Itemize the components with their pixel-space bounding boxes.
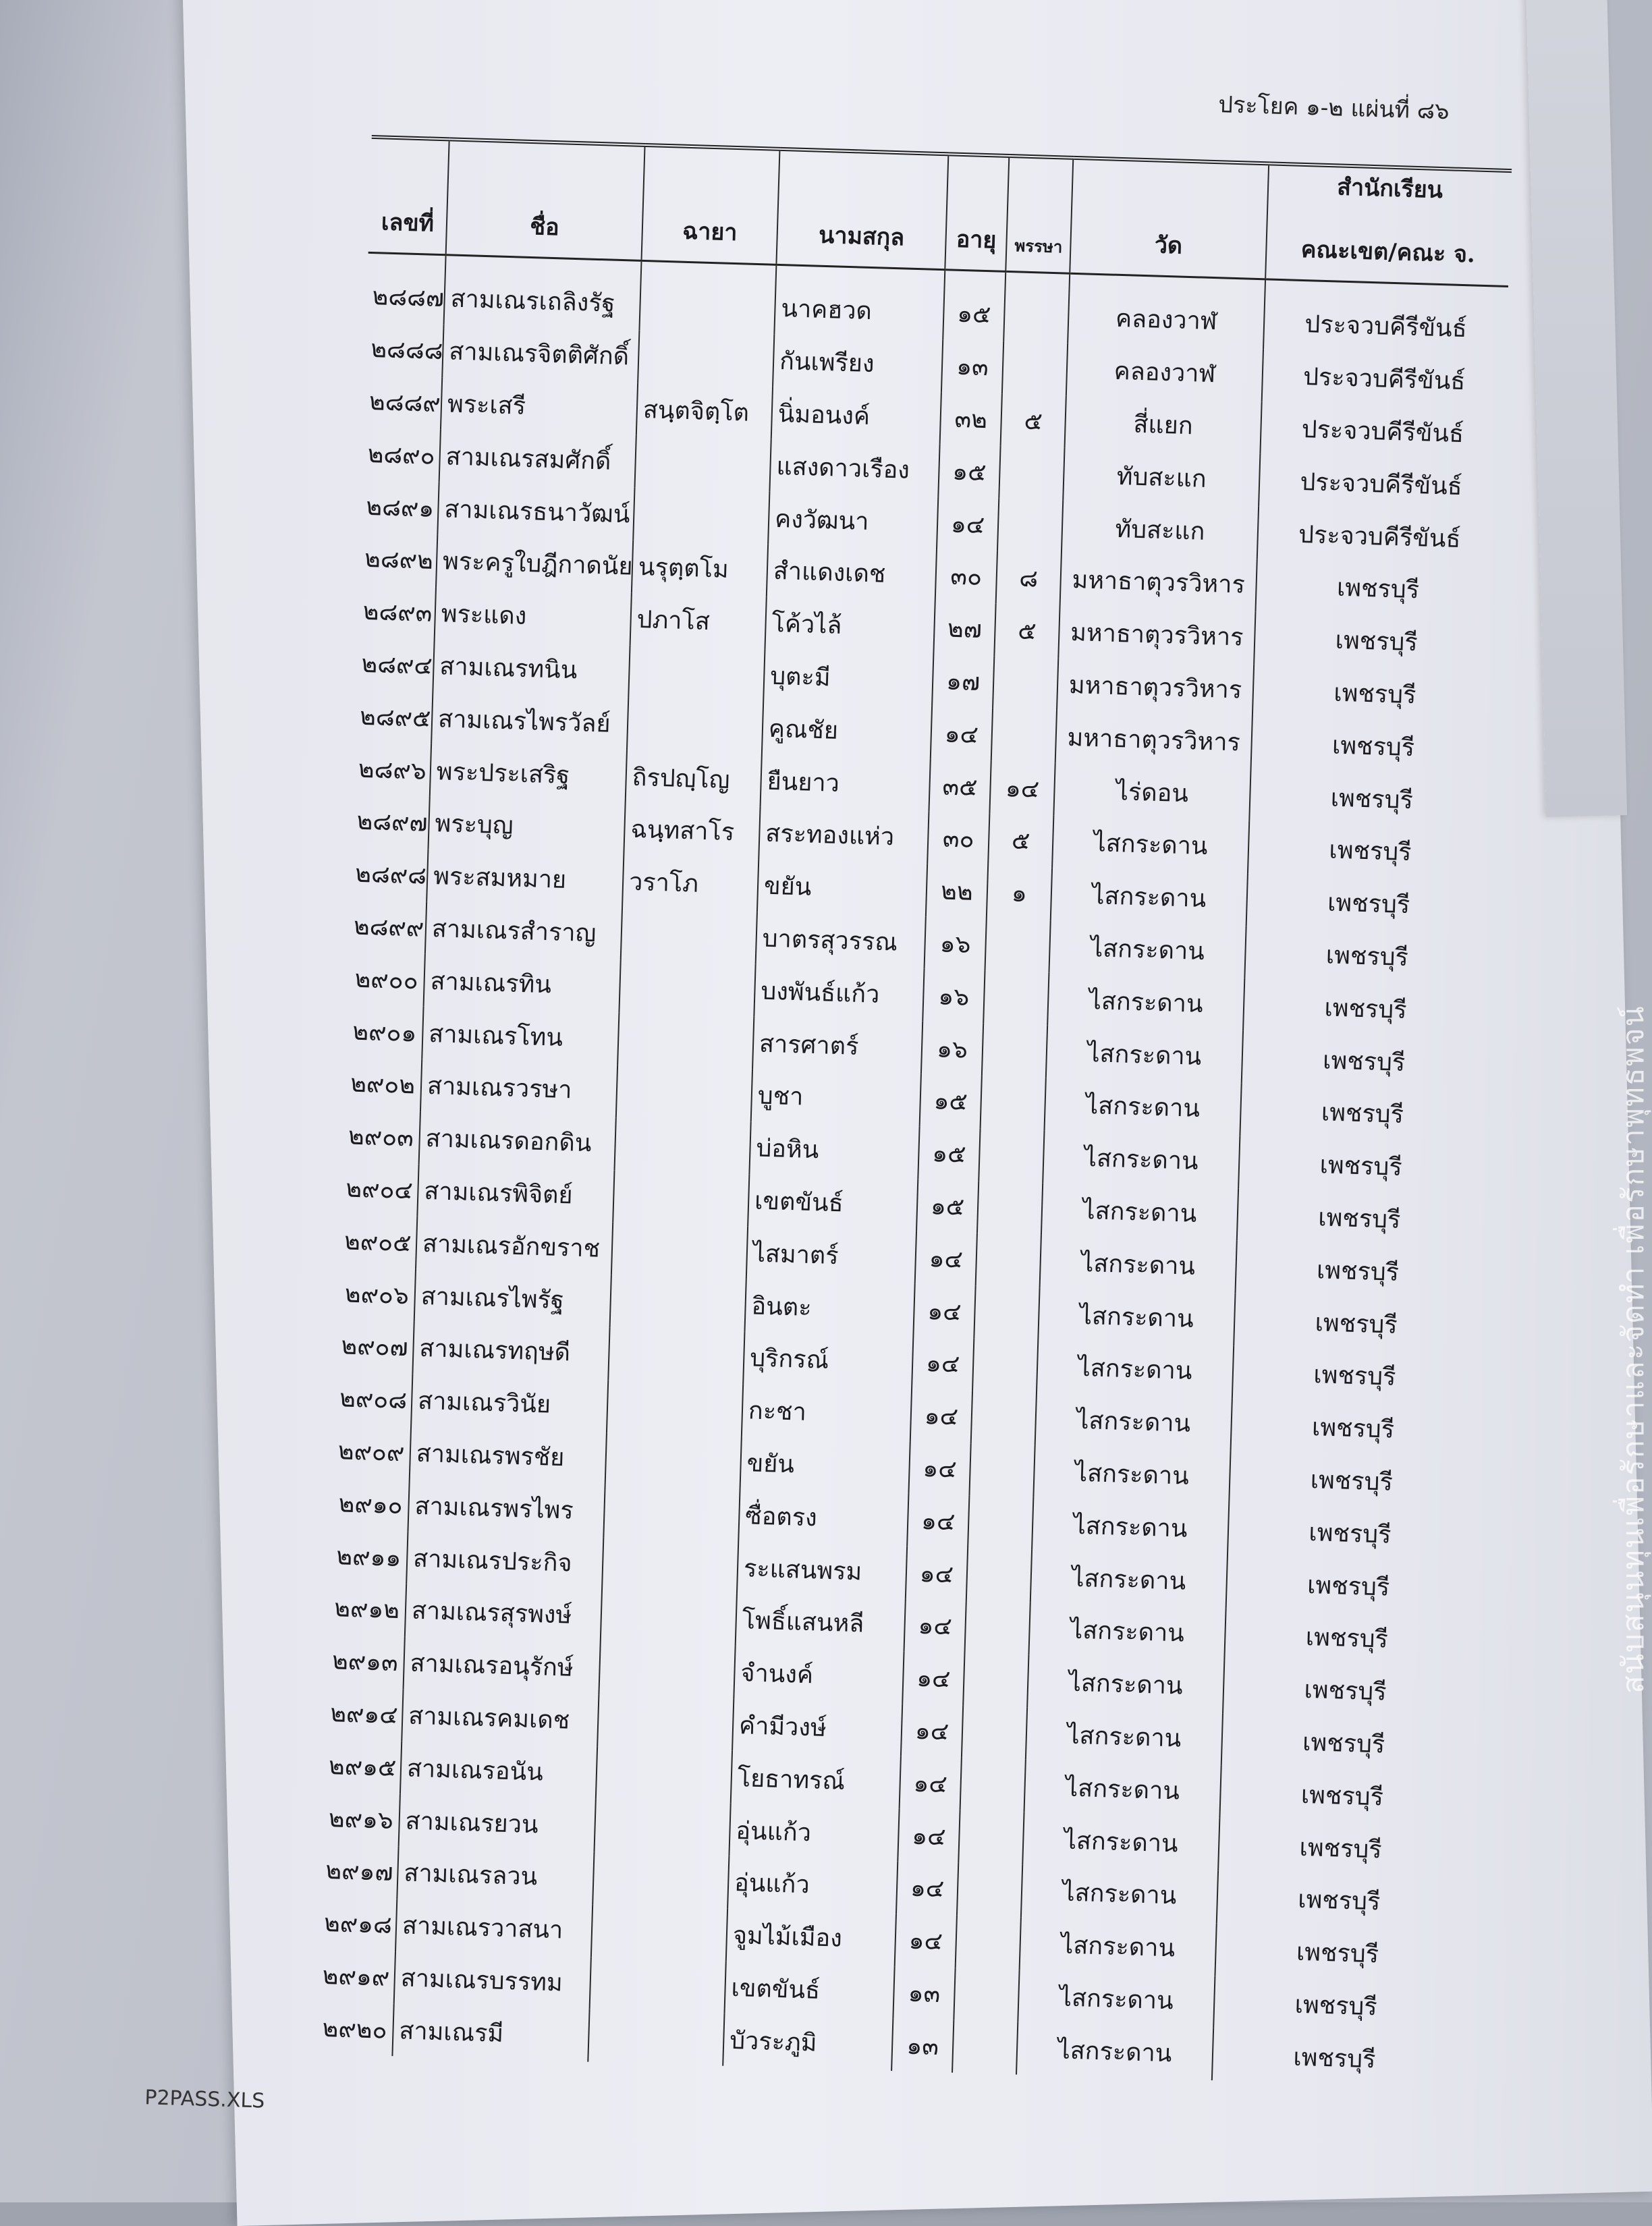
cell-pansa xyxy=(991,708,1057,763)
cell-wat: ไสกระดาน xyxy=(1040,1235,1237,1293)
cell-chaya xyxy=(628,645,765,702)
cell-surname: ซื่อตรง xyxy=(738,1488,908,1546)
cell-name: สามเณรทนิน xyxy=(433,640,630,698)
cell-surname: นิ่มอนงค์ xyxy=(771,387,941,444)
cell-province: เพชรบุรี xyxy=(1213,1976,1458,2035)
cell-wat: ไสกระดาน xyxy=(1037,1340,1234,1398)
cell-province: ประจวบคีรีขันธ์ xyxy=(1263,279,1508,356)
cell-wat: ไสกระดาน xyxy=(1047,973,1244,1031)
cell-surname: เขตขันธ์ xyxy=(748,1174,918,1231)
cell-age: ๑๔ xyxy=(896,1861,958,1915)
cell-surname: สระทองแห่ว xyxy=(759,806,929,864)
cell-age: ๓๐ xyxy=(935,549,997,603)
cell-chaya xyxy=(617,1013,754,1069)
cell-province: เพชรบุรี xyxy=(1251,716,1495,775)
cell-chaya xyxy=(593,1852,729,1909)
cell-wat: ไสกระดาน xyxy=(1021,1865,1218,1923)
cell-pansa xyxy=(983,971,1049,1026)
cell-surname: ขยัน xyxy=(757,859,927,916)
cell-chaya xyxy=(610,1275,746,1331)
cell-number: ๒๘๙๓ xyxy=(362,598,433,628)
cell-surname: สำแดงเดช xyxy=(767,545,937,602)
cell-province: เพชรบุรี xyxy=(1215,1923,1459,1982)
cell-number: ๒๙๐๔ xyxy=(345,1175,414,1205)
cell-province: เพชรบุรี xyxy=(1244,926,1489,985)
cell-name: สามเณรมี xyxy=(392,2003,589,2061)
cell-chaya xyxy=(596,1747,732,1804)
cell-age: ๑๔ xyxy=(915,1231,977,1285)
cell-age: ๑๔ xyxy=(910,1389,972,1443)
cell-age: ๑๔ xyxy=(902,1651,964,1705)
cell-pansa xyxy=(997,499,1063,553)
cell-age: ๑๕ xyxy=(938,445,1000,499)
cell-name: สามเณรสมศักดิ์ xyxy=(439,430,636,488)
cell-name: สามเณรวรษา xyxy=(420,1059,617,1117)
cell-pansa xyxy=(972,1338,1038,1393)
cell-wat: ไสกระดาน xyxy=(1045,1078,1242,1136)
cell-surname: ขยัน xyxy=(740,1437,910,1494)
cell-pansa: ๑ xyxy=(987,866,1052,920)
cell-surname: โพธิ์แสนหลี xyxy=(736,1594,906,1651)
cell-province: ประจวบคีรีขันธ์ xyxy=(1259,454,1503,513)
cell-surname: เขตขันธ์ xyxy=(724,1961,894,2018)
cell-province: เพชรบุรี xyxy=(1223,1661,1467,1720)
cell-surname: คำมีวงษ์ xyxy=(732,1698,902,1756)
cell-pansa xyxy=(969,1443,1035,1498)
cell-surname: นาคฮวด xyxy=(774,265,945,339)
cell-age: ๑๕ xyxy=(916,1179,979,1233)
cell-pansa xyxy=(968,1495,1033,1550)
cell-wat: ไร่ดอน xyxy=(1053,763,1250,821)
cell-pansa xyxy=(964,1601,1030,1655)
cell-chaya xyxy=(608,1327,744,1384)
cell-number: ๒๙๐๖ xyxy=(344,1280,410,1310)
cell-pansa xyxy=(979,1128,1044,1183)
cell-number: ๒๙๑๒ xyxy=(333,1594,400,1625)
cell-chaya xyxy=(621,908,757,964)
cell-pansa: ๕ xyxy=(1001,393,1066,448)
cell-province: เพชรบุรี xyxy=(1242,1031,1486,1090)
header-surname: นามสกุล xyxy=(776,149,948,270)
cell-number: ๒๘๘๙ xyxy=(368,387,441,418)
results-table xyxy=(314,135,1512,2088)
cell-number: ๒๘๙๘ xyxy=(354,860,427,890)
cell-age: ๑๔ xyxy=(937,497,999,551)
cell-pansa xyxy=(985,918,1050,973)
cell-wat: ไสกระดาน xyxy=(1049,920,1246,978)
cell-chaya xyxy=(611,1223,748,1279)
cell-wat: ไสกระดาน xyxy=(1046,1025,1243,1083)
cell-name: สามเณรธนาวัฒน์ xyxy=(437,482,634,540)
cell-surname: บูชา xyxy=(751,1069,921,1126)
cell-age: ๑๔ xyxy=(908,1441,970,1495)
cell-number: ๒๙๐๗ xyxy=(340,1332,409,1362)
cell-name: พระเสรี xyxy=(441,377,638,435)
cell-wat: คลองวาฬ xyxy=(1068,273,1265,349)
header-school-line2: คณะเขต/คณะ จ. xyxy=(1300,235,1476,269)
cell-number: ๒๙๐๘ xyxy=(339,1385,408,1415)
cell-age: ๑๕ xyxy=(920,1074,982,1128)
cell-chaya xyxy=(616,1065,752,1121)
cell-pansa xyxy=(976,1233,1041,1288)
cell-province: เพชรบุรี xyxy=(1243,978,1487,1038)
cell-age: ๑๖ xyxy=(921,1022,983,1076)
cell-name: พระแดง xyxy=(435,587,632,645)
cell-name: สามเณรพรชัย xyxy=(410,1426,607,1484)
cell-number: ๒๙๑๗ xyxy=(325,1857,394,1887)
cell-chaya xyxy=(605,1432,742,1489)
cell-surname: ระแสนพรม xyxy=(737,1541,907,1598)
cell-pansa xyxy=(977,1181,1043,1235)
cell-pansa: ๕ xyxy=(994,603,1059,658)
cell-chaya xyxy=(613,1170,749,1227)
cell-number: ๒๘๙๒ xyxy=(364,545,434,576)
cell-age: ๓๒ xyxy=(940,392,1002,446)
cell-chaya xyxy=(588,2009,724,2066)
cell-name: สามเณรดอกดิน xyxy=(419,1111,616,1169)
cell-age: ๓๐ xyxy=(927,812,989,866)
cell-province: เพชรบุรี xyxy=(1218,1818,1462,1877)
cell-pansa xyxy=(960,1758,1026,1812)
cell-number: ๒๘๙๔ xyxy=(360,650,433,680)
cell-name: สามเณรอักขราช xyxy=(416,1217,613,1275)
cell-number: ๒๙๐๕ xyxy=(343,1227,412,1258)
cell-wat: ไสกระดาน xyxy=(1026,1707,1223,1765)
cell-wat: ไสกระดาน xyxy=(1052,815,1249,873)
cell-name: สามเณรอนุรักษ์ xyxy=(404,1636,601,1694)
cell-name: สามเณรจิตติศักดิ์ xyxy=(442,325,639,383)
cell-province: เพชรบุรี xyxy=(1237,1188,1481,1248)
cell-number: ๒๘๙๕ xyxy=(359,702,431,733)
cell-province: เพชรบุรี xyxy=(1219,1766,1464,1825)
cell-number: ๒๙๐๒ xyxy=(350,1069,416,1100)
cell-surname: ไสมาตร์ xyxy=(746,1227,916,1284)
cell-name: สามเณรยวน xyxy=(399,1793,596,1852)
cell-surname: กันเพรียง xyxy=(773,335,943,392)
cell-wat: มหาธาตุวรวิหาร xyxy=(1060,553,1257,611)
cell-name: พระประเสริฐ xyxy=(430,744,627,802)
cell-province: เพชรบุรี xyxy=(1232,1346,1477,1406)
cell-pansa xyxy=(958,1810,1024,1865)
cell-chaya xyxy=(633,488,769,545)
cell-province: ประจวบคีรีขันธ์ xyxy=(1262,349,1506,408)
cell-name: สามเณรโทน xyxy=(422,1007,619,1065)
cell-age: ๒๒ xyxy=(926,864,988,918)
cell-number: ๒๙๐๑ xyxy=(352,1018,417,1048)
cell-province: ประจวบคีรีขันธ์ xyxy=(1257,506,1502,565)
cell-age: ๑๓ xyxy=(893,1966,955,2020)
cell-province: เพชรบุรี xyxy=(1252,664,1497,723)
cell-surname: บัวระภูมิ xyxy=(723,2013,893,2071)
cell-wat: ไสกระดาน xyxy=(1016,2022,1213,2080)
cell-province: เพชรบุรี xyxy=(1254,611,1498,671)
cell-wat: มหาธาตุวรวิหาร xyxy=(1057,658,1254,716)
cell-age: ๑๔ xyxy=(901,1704,963,1758)
cell-age: ๑๔ xyxy=(900,1756,962,1810)
cell-name: พระครูใบฎีกาดนัย xyxy=(436,534,633,592)
cell-chaya xyxy=(619,960,755,1017)
cell-name: สามเณรสำราญ xyxy=(425,901,622,959)
cell-number: ๒๙๐๙ xyxy=(337,1437,405,1468)
page-header-note: ประโยค ๑-๒ แผ่นที่ ๘๖ xyxy=(1217,91,1450,126)
cell-surname: โยธาทรณ์ xyxy=(731,1751,901,1808)
header-age: อายุ xyxy=(945,154,1009,271)
cell-wat: มหาธาตุวรวิหาร xyxy=(1058,605,1255,663)
cell-wat: ไสกระดาน xyxy=(1020,1917,1217,1975)
cell-wat: ไสกระดาน xyxy=(1035,1393,1232,1451)
cell-pansa xyxy=(982,1024,1047,1078)
cell-chaya xyxy=(594,1800,730,1856)
cell-surname: อุ่นแก้ว xyxy=(729,1804,899,1861)
cell-chaya: สนฺตจิตฺโต xyxy=(636,383,773,439)
cell-province: เพชรบุรี xyxy=(1246,874,1491,933)
cell-province: เพชรบุรี xyxy=(1212,2028,1456,2087)
cell-name: สามเณรวินัย xyxy=(411,1374,608,1432)
cell-age: ๑๖ xyxy=(925,916,987,970)
cell-chaya xyxy=(591,1905,727,1961)
footer-filename: P2PASS.XLS xyxy=(144,2086,265,2113)
cell-province: เพชรบุรี xyxy=(1248,821,1492,881)
cell-wat: ทับสะแก xyxy=(1062,501,1259,559)
cell-name: พระบุญ xyxy=(428,797,625,855)
cell-number: ๒๘๘๗ xyxy=(372,283,445,313)
cell-age: ๑๕ xyxy=(943,270,1006,341)
cell-name: สามเณรอนัน xyxy=(400,1742,597,1800)
cell-wat: ไสกระดาน xyxy=(1028,1603,1226,1661)
cell-name: สามเณรทิน xyxy=(424,954,621,1012)
header-no: เลขที่ xyxy=(368,137,449,255)
cell-pansa: ๕ xyxy=(988,814,1053,868)
cell-wat: ไสกระดาน xyxy=(1043,1130,1240,1188)
cell-wat: ไสกระดาน xyxy=(1051,868,1248,926)
cell-pansa xyxy=(956,1916,1021,1970)
cell-age: ๑๖ xyxy=(923,969,985,1023)
cell-province: เพชรบุรี xyxy=(1240,1084,1484,1143)
cell-chaya xyxy=(627,698,763,754)
cell-chaya xyxy=(601,1590,737,1646)
cell-chaya xyxy=(639,260,776,334)
cell-name: สามเณรทฤษดี xyxy=(412,1322,609,1380)
header-name: ชื่อ xyxy=(446,139,645,260)
cell-wat: ไสกระดาน xyxy=(1032,1497,1229,1555)
cell-name: สามเณรสุรพงษ์ xyxy=(405,1584,602,1642)
cell-wat: ไสกระดาน xyxy=(1022,1812,1219,1870)
header-chaya: ฉายา xyxy=(641,145,779,265)
cell-pansa: ๑๔ xyxy=(989,761,1055,816)
document-content xyxy=(144,40,1521,2179)
cell-surname: คูณชัย xyxy=(762,702,932,759)
cell-chaya: วราโภ xyxy=(622,855,759,912)
cell-surname: อุ่นแก้ว xyxy=(727,1856,898,1914)
header-wat: วัด xyxy=(1070,158,1269,279)
cell-name: สามเณรเถลิงรัฐ xyxy=(444,255,642,331)
cell-name: สามเณรบรรทม xyxy=(394,1951,591,2009)
cell-pansa xyxy=(971,1391,1037,1445)
cell-chaya xyxy=(635,435,771,492)
cell-province: เพชรบุรี xyxy=(1226,1556,1470,1615)
cell-number: ๒๘๙๙ xyxy=(353,912,424,943)
cell-name: สามเณรคมเดช xyxy=(402,1689,599,1747)
cell-surname: สารศาตร์ xyxy=(752,1016,923,1074)
cell-age: ๒๗ xyxy=(933,602,995,656)
cell-chaya xyxy=(638,331,774,387)
cell-pansa xyxy=(993,656,1058,711)
cell-province: เพชรบุรี xyxy=(1249,769,1493,828)
watermark: สนับสนุนทุนเพื่อรักษาและจัดทำ เพื่อรักษาพุทธพจน์ xyxy=(1616,1005,1651,1694)
cell-age: ๑๓ xyxy=(891,2018,954,2072)
cell-wat: สี่แยก xyxy=(1065,395,1262,453)
cell-surname: บาตรสุวรรณ xyxy=(756,912,926,969)
cell-age: ๑๔ xyxy=(898,1808,960,1862)
cell-pansa xyxy=(952,2020,1018,2075)
cell-province: เพชรบุรี xyxy=(1255,559,1499,618)
cell-surname: โค้วไล้ xyxy=(765,596,935,654)
cell-pansa xyxy=(966,1548,1032,1603)
cell-number: ๒๙๑๑ xyxy=(335,1542,402,1572)
cell-number: ๒๘๙๑ xyxy=(365,493,435,523)
cell-number: ๒๙๑๓ xyxy=(331,1647,399,1677)
cell-name: สามเณรพิจิตย์ xyxy=(417,1164,614,1222)
cell-chaya xyxy=(590,1957,726,2013)
cell-surname: คงวัฒนา xyxy=(768,492,938,549)
cell-chaya xyxy=(597,1694,734,1751)
cell-pansa xyxy=(1003,271,1070,343)
cell-chaya: ฉนฺทสาโร xyxy=(624,802,760,859)
cell-number: ๒๘๙๗ xyxy=(356,808,429,838)
cell-pansa xyxy=(999,446,1064,501)
cell-surname: อินตะ xyxy=(744,1279,914,1336)
cell-number: ๒๙๑๕ xyxy=(328,1752,397,1782)
cell-province: เพชรบุรี xyxy=(1228,1503,1472,1563)
cell-province: เพชรบุรี xyxy=(1221,1713,1466,1773)
cell-wat: มหาธาตุวรวิหาร xyxy=(1055,711,1252,769)
cell-surname: แสงดาวเรือง xyxy=(769,439,939,497)
cell-number: ๒๙๑๖ xyxy=(328,1804,394,1835)
cell-wat: ไสกระดาน xyxy=(1027,1655,1224,1713)
cell-number: ๒๙๑๘ xyxy=(323,1910,393,1940)
cell-chaya: ถิรปญฺโญ xyxy=(626,750,762,807)
cell-age: ๑๕ xyxy=(918,1126,980,1180)
cell-chaya xyxy=(615,1117,751,1174)
cell-province: เพชรบุรี xyxy=(1235,1241,1479,1300)
cell-name: สามเณรประกิจ xyxy=(406,1532,603,1590)
cell-wat: ไสกระดาน xyxy=(1041,1183,1238,1241)
cell-province: ประจวบคีรีขันธ์ xyxy=(1260,401,1504,461)
cell-age: ๑๔ xyxy=(931,706,993,760)
cell-number: ๒๘๙๖ xyxy=(358,755,427,785)
cell-age: ๑๗ xyxy=(932,655,994,708)
cell-wat: ไสกระดาน xyxy=(1033,1445,1230,1503)
cell-chaya xyxy=(599,1642,735,1699)
cell-surname: บุตะมี xyxy=(763,649,933,706)
cell-age: ๓๕ xyxy=(929,759,991,813)
cell-chaya xyxy=(602,1537,738,1594)
cell-number: ๒๙๐๓ xyxy=(348,1122,414,1152)
cell-pansa xyxy=(957,1863,1022,1918)
cell-pansa xyxy=(974,1285,1039,1340)
cell-province: เพชรบุรี xyxy=(1234,1293,1478,1353)
cell-number: ๒๙๒๐ xyxy=(322,2014,388,2044)
cell-number: ๒๘๙๐ xyxy=(367,440,436,470)
cell-surname: จูมไม้เมือง xyxy=(726,1908,896,1966)
header-school-line1: สำนักเรียน xyxy=(1336,173,1443,204)
cell-wat: ทับสะแก xyxy=(1063,448,1260,506)
cell-surname: ยืนยาว xyxy=(761,754,931,812)
cell-wat: ไสกระดาน xyxy=(1018,1970,1215,2028)
cell-pansa xyxy=(954,1968,1019,2022)
cell-province: เพชรบุรี xyxy=(1238,1136,1483,1196)
cell-age: ๑๔ xyxy=(895,1914,957,1968)
cell-province: เพชรบุรี xyxy=(1231,1398,1475,1457)
cell-pansa xyxy=(981,1076,1046,1130)
cell-chaya: ปภาโส xyxy=(630,592,767,649)
cell-pansa xyxy=(962,1705,1027,1760)
cell-chaya: นรุตฺตโม xyxy=(632,540,768,597)
cell-name: สามเณรไพรัฐ xyxy=(414,1269,611,1327)
cell-province: เพชรบุรี xyxy=(1217,1870,1461,1930)
cell-surname: จำนงค์ xyxy=(734,1646,904,1704)
cell-name: สามเณรลวน xyxy=(397,1846,594,1904)
cell-number: ๒๙๑๔ xyxy=(329,1700,399,1730)
cell-age: ๑๔ xyxy=(904,1598,966,1652)
cell-chaya xyxy=(603,1484,740,1541)
cell-number: ๒๘๘๘ xyxy=(370,335,444,366)
cell-age: ๑๓ xyxy=(941,339,1003,393)
header-school xyxy=(1265,163,1512,286)
cell-name: สามเณรพรไพร xyxy=(408,1479,605,1537)
cell-chaya xyxy=(607,1380,743,1437)
cell-province: เพชรบุรี xyxy=(1224,1608,1468,1667)
cell-pansa xyxy=(963,1653,1028,1708)
cell-name: สามเณรวาสนา xyxy=(395,1899,593,1957)
cell-wat: ไสกระดาน xyxy=(1038,1287,1235,1345)
cell-pansa xyxy=(1002,341,1068,396)
cell-wat: คลองวาฬ xyxy=(1066,343,1263,401)
cell-pansa: ๘ xyxy=(996,551,1062,606)
cell-number: ๒๙๑๐ xyxy=(338,1490,404,1520)
cell-surname: บงพันธ์แก้ว xyxy=(754,964,924,1022)
cell-name: สามเณรไพรวัลย์ xyxy=(431,692,628,750)
cell-number: ๒๙๐๐ xyxy=(354,965,419,995)
cell-surname: บ่อหิน xyxy=(749,1121,919,1179)
cell-age: ๑๔ xyxy=(906,1547,968,1601)
cell-surname: กะชา xyxy=(742,1384,912,1441)
cell-age: ๑๔ xyxy=(907,1494,969,1548)
cell-age: ๑๔ xyxy=(912,1336,974,1390)
cell-wat: ไสกระดาน xyxy=(1030,1550,1228,1608)
cell-wat: ไสกระดาน xyxy=(1024,1760,1221,1818)
cell-age: ๑๔ xyxy=(913,1284,975,1338)
cell-province: เพชรบุรี xyxy=(1229,1451,1473,1510)
cell-number: ๒๙๑๙ xyxy=(322,1961,390,1992)
cell-name: พระสมหมาย xyxy=(426,850,624,908)
cell-surname: บุริกรณ์ xyxy=(743,1331,913,1389)
header-pansa: พรรษา xyxy=(1006,156,1073,273)
